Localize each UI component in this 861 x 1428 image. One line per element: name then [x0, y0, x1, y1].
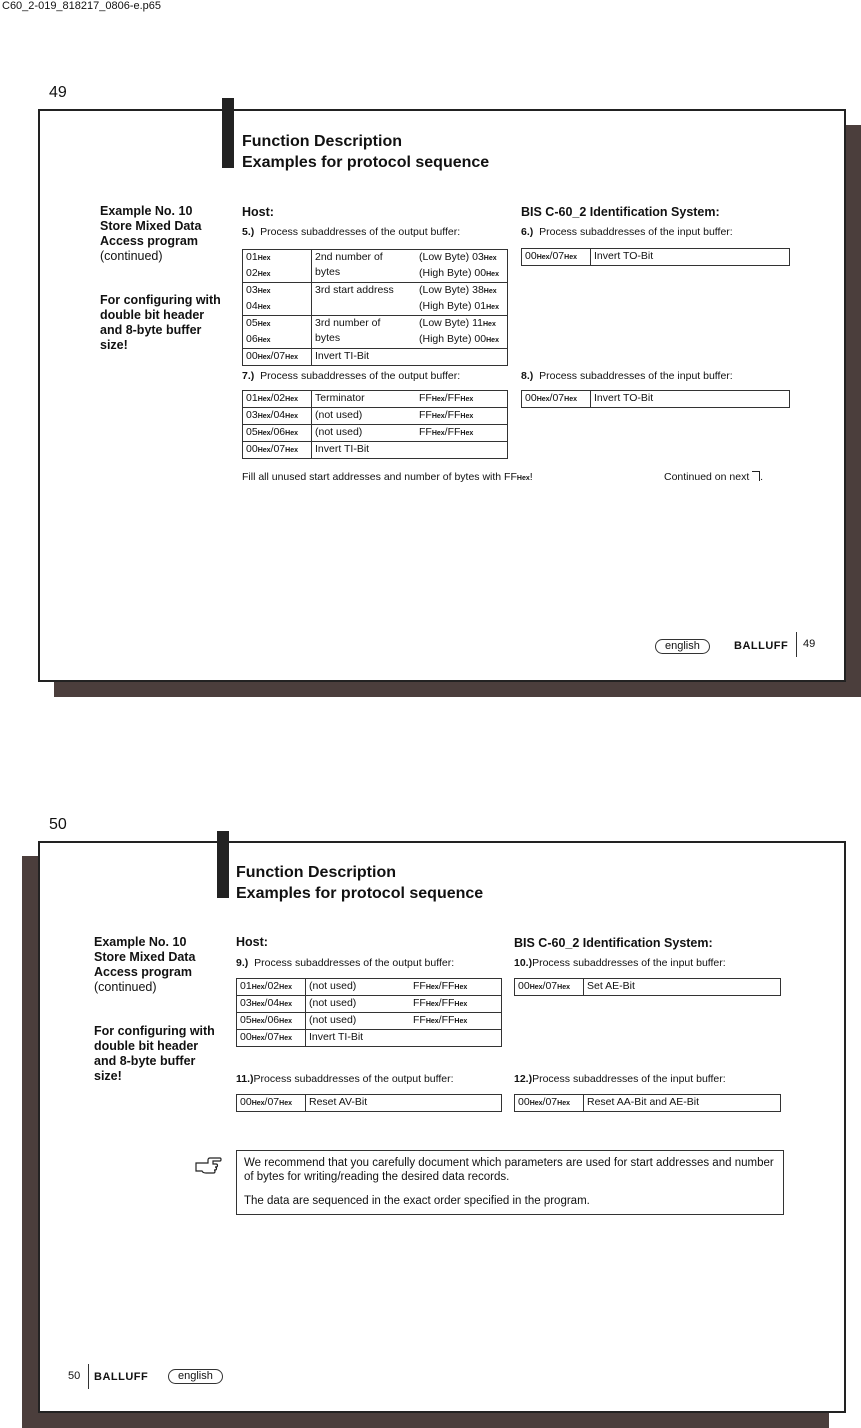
pointing-hand-icon: [194, 1155, 222, 1175]
system-heading: BIS C-60_2 Identification System:: [514, 936, 713, 950]
page-card: [38, 841, 846, 1413]
page-corner-icon: [752, 471, 760, 481]
step-7: 7.) Process subaddresses of the output buffer:: [242, 370, 461, 382]
side-access: Access program: [94, 965, 192, 979]
side-notes: [94, 935, 215, 1084]
page-number: 50: [49, 816, 67, 833]
step-6: 6.) Process subaddresses of the input buffer:: [521, 226, 733, 238]
host-heading: Host:: [236, 935, 268, 949]
footer-page-number: 50: [68, 1370, 81, 1382]
side-config-4: size!: [94, 1069, 122, 1083]
host-heading: Host:: [242, 205, 274, 219]
side-config-1: For configuring with: [100, 293, 221, 307]
table-row: 00Hex/07Hex Invert TI-Bit: [237, 1030, 502, 1047]
footer-page-number: 49: [803, 638, 816, 650]
table-row: 00Hex/07Hex Invert TI-Bit: [243, 349, 508, 366]
brand-logo: BALLUFF: [734, 640, 789, 652]
table-row: 01Hex/02Hex (not used) FFHex/FFHex: [237, 979, 502, 996]
table-row: 03Hex 04Hex 3rd start address (Low Byte) 38Hex (High Byte) 01Hex: [243, 283, 508, 316]
table-step-9: [236, 978, 502, 1047]
recommendation-box: [236, 1150, 784, 1215]
table-row: 00Hex/07Hex Invert TI-Bit: [243, 442, 508, 459]
page-number: 49: [49, 84, 67, 101]
side-config-4: size!: [100, 338, 128, 352]
title-line2: Examples for protocol sequence: [242, 154, 490, 171]
table-row: 05Hex/06Hex (not used) FFHex/FFHex: [243, 425, 508, 442]
step-9: 9.) Process subaddresses of the output buffer:: [236, 957, 455, 969]
side-config-3: and 8-byte buffer: [94, 1054, 196, 1068]
side-continued: (continued): [100, 249, 163, 263]
side-config-3: and 8-byte buffer: [100, 323, 202, 337]
table-row: 01Hex 02Hex 2nd number of bytes (Low Byte) 03Hex (High Byte) 00Hex: [243, 250, 508, 283]
side-example: Example No. 10: [100, 204, 193, 218]
footer-divider: [88, 1364, 89, 1389]
table-row: 00Hex/07Hex Reset AV-Bit: [237, 1095, 502, 1112]
side-access: Access program: [100, 234, 198, 248]
side-store: Store Mixed Data: [100, 219, 202, 233]
footer-divider: [796, 632, 797, 657]
brand-logo: BALLUFF: [94, 1371, 149, 1383]
language-badge: english: [655, 639, 710, 654]
side-config-2: double bit header: [100, 308, 205, 322]
title-line1: Function Description: [236, 864, 396, 881]
fill-note: Fill all unused start addresses and number of bytes with FFHex!: [242, 471, 533, 483]
continued-note: Continued on next .: [664, 471, 764, 483]
table-row: 01Hex/02Hex Terminator FFHex/FFHex: [243, 391, 508, 408]
table-step-8: [521, 390, 790, 408]
file-header: C60_2-019_818217_0806-e.p65: [2, 0, 162, 12]
system-heading: BIS C-60_2 Identification System:: [521, 205, 720, 219]
recommendation-text-1: We recommend that you carefully document which parameters are used for start addresses and number of bytes for writing/reading the desired data records.: [244, 1157, 774, 1183]
step-10: 10.)Process subaddresses of the input buffer:: [514, 957, 726, 969]
title-line1: Function Description: [242, 133, 402, 150]
page-title: [242, 131, 489, 173]
step-11: 11.)Process subaddresses of the output buffer:: [236, 1073, 454, 1085]
side-store: Store Mixed Data: [94, 950, 196, 964]
table-row: 00Hex/07Hex Reset AA-Bit and AE-Bit: [515, 1095, 781, 1112]
table-step-5: [242, 249, 508, 366]
table-step-7: [242, 390, 508, 459]
table-row: 03Hex/04Hex (not used) FFHex/FFHex: [243, 408, 508, 425]
step-5: 5.) Process subaddresses of the output buffer:: [242, 226, 461, 238]
table-row: 05Hex 06Hex 3rd number of bytes (Low Byte) 11Hex (High Byte) 00Hex: [243, 316, 508, 349]
table-step-11: [236, 1094, 502, 1112]
recommendation-text-2: The data are sequenced in the exact order specified in the program.: [244, 1195, 590, 1207]
language-badge: english: [168, 1369, 223, 1384]
side-config-2: double bit header: [94, 1039, 199, 1053]
title-line2: Examples for protocol sequence: [236, 885, 484, 902]
side-continued: (continued): [94, 980, 157, 994]
table-step-12: [514, 1094, 781, 1112]
step-12: 12.)Process subaddresses of the input buffer:: [514, 1073, 726, 1085]
title-bar: [217, 831, 229, 898]
table-row: 05Hex/06Hex (not used) FFHex/FFHex: [237, 1013, 502, 1030]
table-row: 00Hex/07Hex Invert TO-Bit: [522, 391, 790, 408]
side-config-1: For configuring with: [94, 1024, 215, 1038]
table-row: 00Hex/07Hex Set AE-Bit: [515, 979, 781, 996]
page-title: [236, 862, 483, 904]
side-example: Example No. 10: [94, 935, 187, 949]
table-row: 00Hex/07Hex Invert TO-Bit: [522, 249, 790, 266]
side-notes: [100, 204, 221, 353]
step-8: 8.) Process subaddresses of the input buffer:: [521, 370, 733, 382]
table-step-6: [521, 248, 790, 266]
title-bar: [222, 98, 234, 168]
table-step-10: [514, 978, 781, 996]
table-row: 03Hex/04Hex (not used) FFHex/FFHex: [237, 996, 502, 1013]
